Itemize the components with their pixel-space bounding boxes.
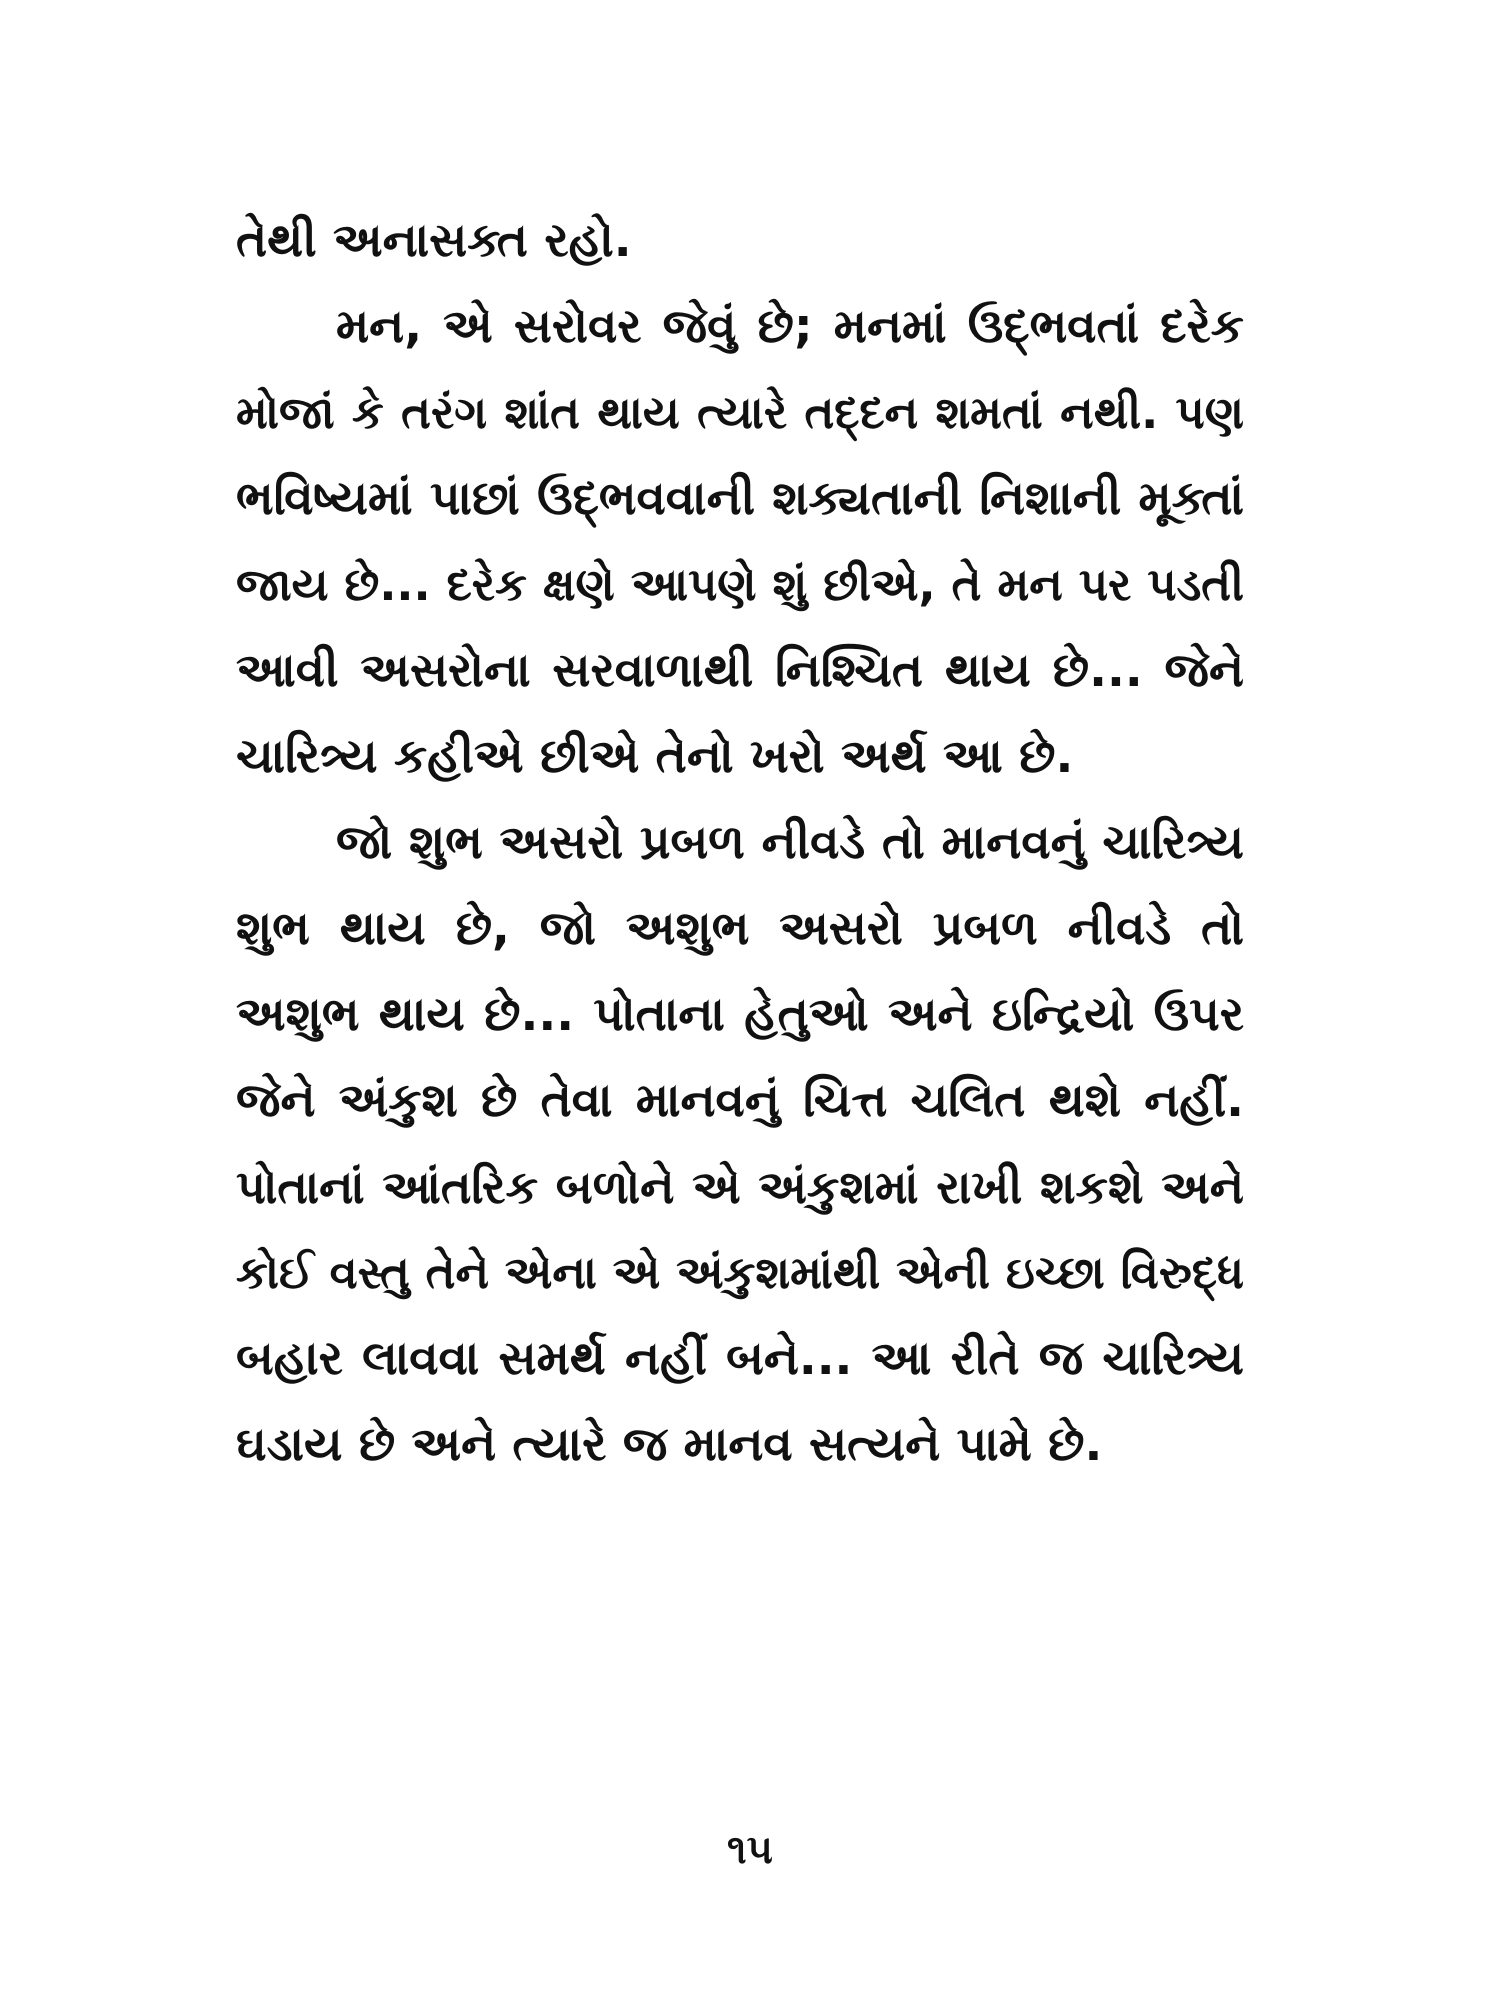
text-line: શુભ થાય છે, જો અશુભ અસરો પ્રબળ નીવડે તો bbox=[236, 901, 1244, 956]
text-line: આવી અસરોના સરવાળાથી નિશ્ચિત થાય છે... જેને bbox=[236, 643, 1244, 698]
paragraph-start-line: જો શુભ અસરો પ્રબળ નીવડે તો માનવનું ચારિત્ર્ય bbox=[336, 815, 1244, 870]
text-line: જાય છે... દરેક ક્ષણે આપણે શું છીએ, તે મન પર પડતી bbox=[236, 558, 1244, 611]
text-line: કોઈ વસ્તુ તેને એના એ અંકુશમાંથી એની ઇચ્છા વિરુદ્ધ bbox=[236, 1246, 1244, 1299]
text-line: બહાર લાવવા સમર્થ નહીં બને... આ રીતે જ ચારિત્ર્ય bbox=[236, 1331, 1244, 1386]
text-line: તેથી અનાસક્ત રહો. bbox=[236, 213, 632, 268]
text-line: પોતાનાં આંતરિક બળોને એ અંકુશમાં રાખી શકશે અને bbox=[236, 1160, 1244, 1214]
text-line: મોજાં કે તરંગ શાંત થાય ત્યારે તદ્દન શમતાં નથી. પણ bbox=[236, 386, 1244, 439]
body-text bbox=[236, 198, 1244, 1488]
text-line: ઘડાય છે અને ત્યારે જ માનવ સત્યને પામે છે. bbox=[236, 1417, 1103, 1472]
text-line: ચારિત્ર્ય કહીએ છીએ તેનો ખરો અર્થ આ છે. bbox=[236, 729, 1074, 784]
text-line: જેને અંકુશ છે તેવા માનવનું ચિત્ત ચલિત થશે નહીં. bbox=[236, 1073, 1244, 1128]
paragraph-start-line: મન, એ સરોવર જેવું છે; મનમાં ઉદ્ભવતાં દરેક bbox=[336, 299, 1244, 354]
text-line: અશુભ થાય છે... પોતાના હેતુઓ અને ઇન્દ્રિયો ઉપર bbox=[236, 987, 1244, 1042]
page-number: ૧૫ bbox=[727, 1827, 773, 1873]
text-line: ભવિષ્યમાં પાછાં ઉદ્ભવવાની શક્યતાની નિશાની મૂક્તાં bbox=[236, 471, 1244, 526]
